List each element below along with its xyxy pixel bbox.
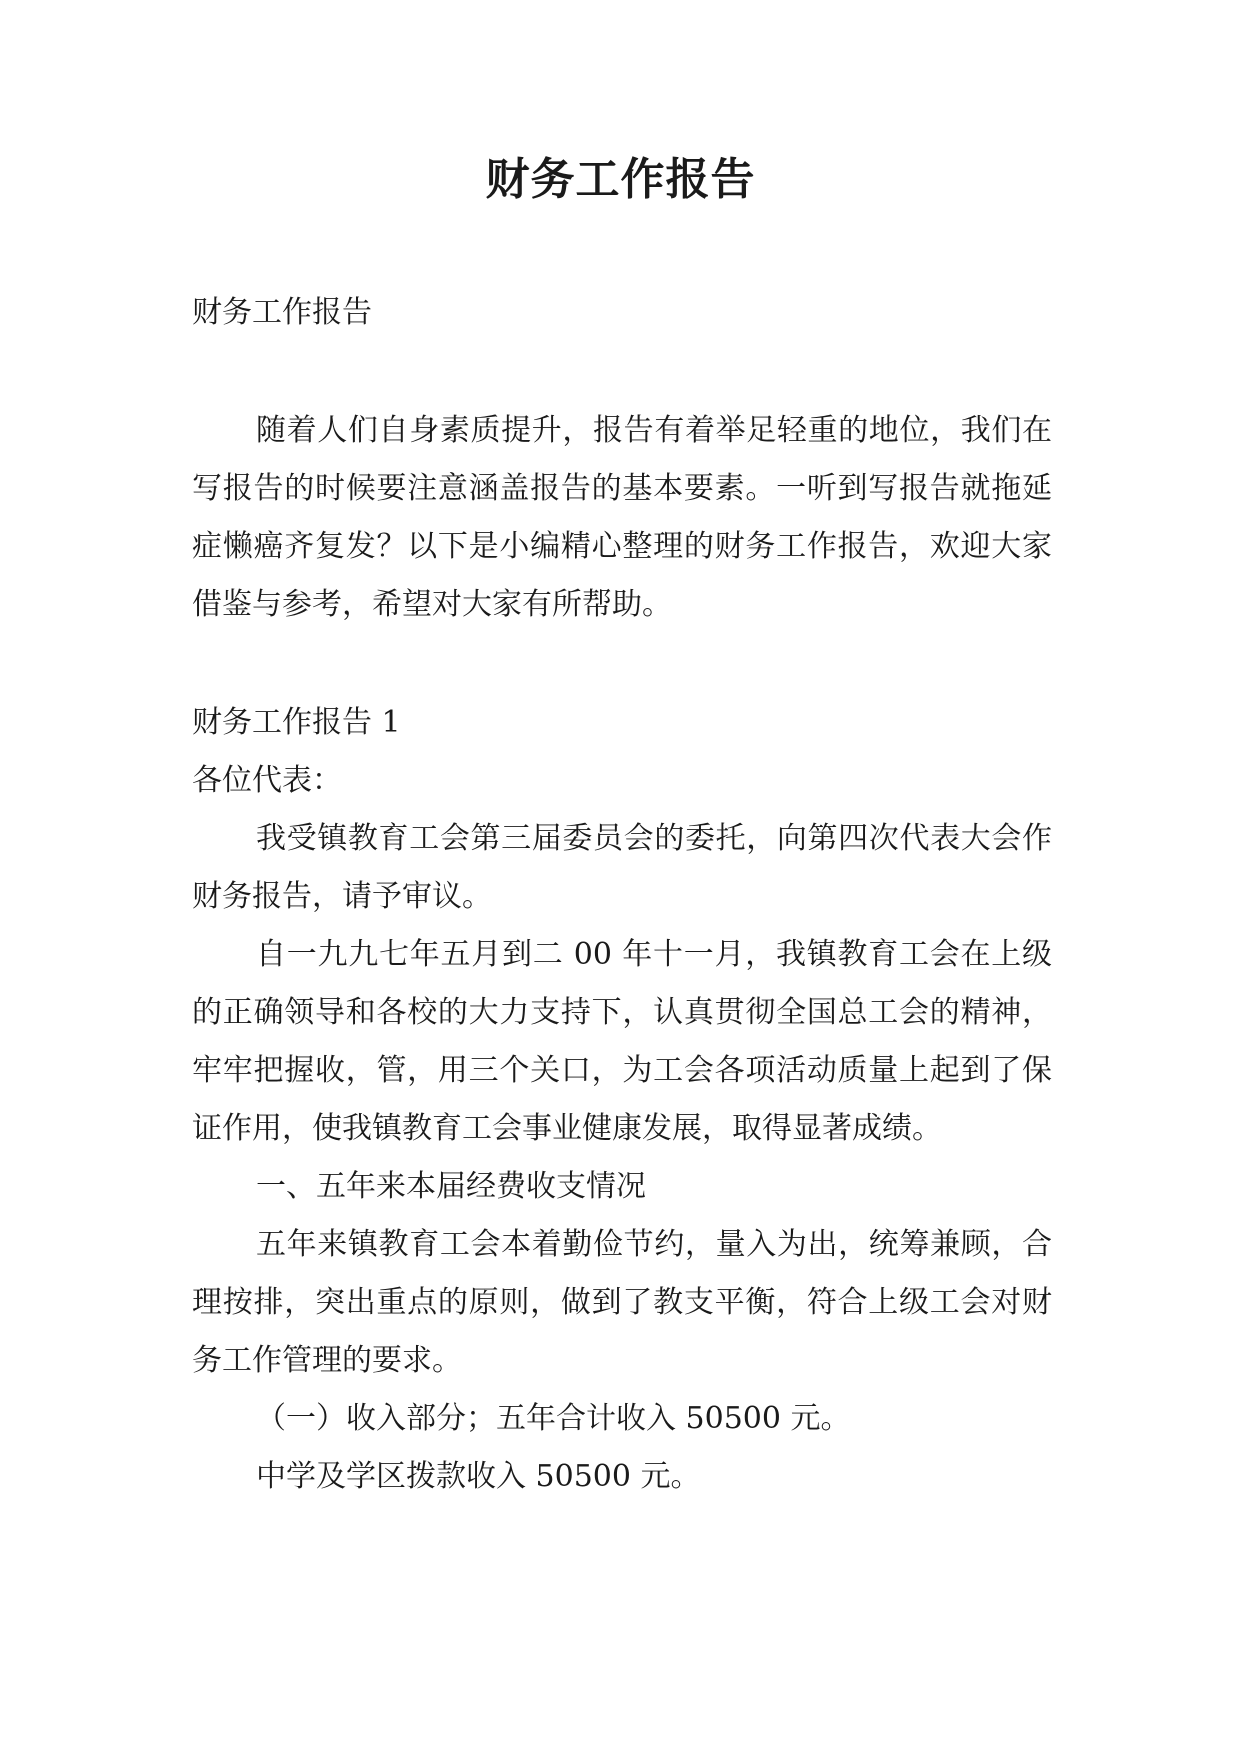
body-paragraph: 我受镇教育工会第三届委员会的委托，向第四次代表大会作财务报告，请予审议。 [192, 821, 1052, 914]
body-paragraph: 自一九九七年五月到二 00 年十一月，我镇教育工会在上级的正确领导和各校的大力支持下，认真贯彻全国总工会的精神，牢牢把握收，管，用三个关口，为工会各项活动质量上起到了保证作用，使我镇教育工会事业健康发展，取得显著成绩。 [192, 937, 1052, 1146]
salutation: 各位代表： [192, 763, 342, 798]
document-title: 财务工作报告 [485, 154, 756, 205]
intro-paragraph: 随着人们自身素质提升，报告有着举足轻重的地位，我们在写报告的时候要注意涵盖报告的基本要素。一听到写报告就拖延症懒癌齐复发？以下是小编精心整理的财务工作报告，欢迎大家借鉴与参考，希望对大家有所帮助。 [192, 413, 1052, 622]
document-body [192, 284, 1052, 1506]
body-paragraph: 五年来镇教育工会本着勤俭节约，量入为出，统筹兼顾，合理按排，突出重点的原则，做到了教支平衡，符合上级工会对财务工作管理的要求。 [192, 1227, 1052, 1378]
document-subtitle: 财务工作报告 [192, 295, 372, 330]
income-heading: （一）收入部分；五年合计收入 50500 元。 [256, 1401, 851, 1436]
section-heading: 财务工作报告 1 [192, 705, 401, 740]
income-line: 中学及学区拨款收入 50500 元。 [256, 1459, 701, 1494]
subsection-heading: 一、五年来本届经费收支情况 [256, 1169, 646, 1204]
